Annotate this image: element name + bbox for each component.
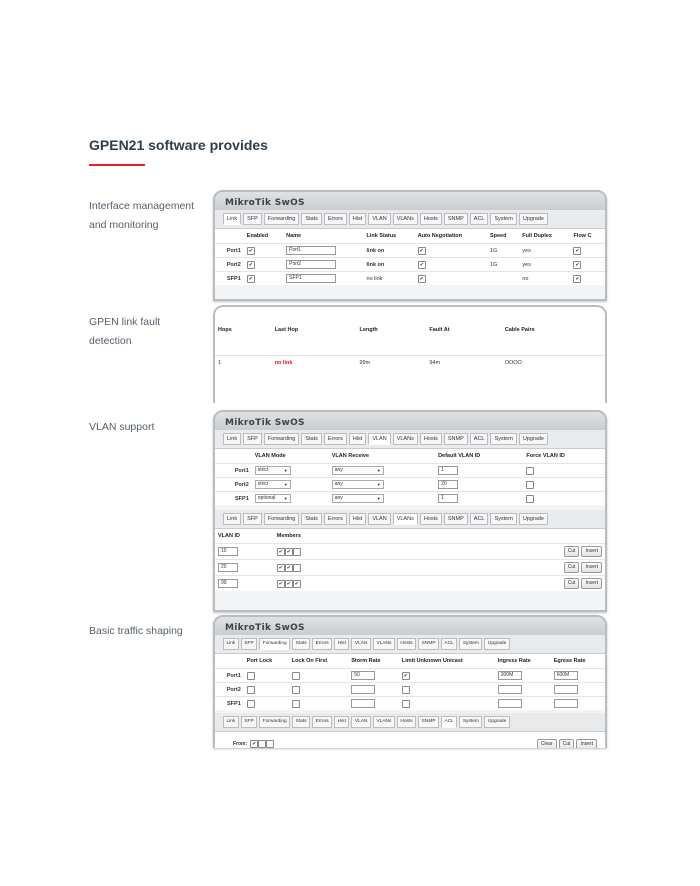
column-header: Flow C (573, 233, 592, 239)
table-row (215, 560, 605, 576)
tab-stats[interactable]: Stats (292, 716, 310, 728)
tab-stats[interactable]: Stats (292, 638, 310, 650)
section-label-fault: GPEN link fault detection (89, 316, 161, 347)
column-header: Name (286, 233, 302, 239)
checkbox[interactable]: ✔ (278, 548, 283, 555)
column-header: Length (359, 327, 378, 333)
vlan-mode-cell (252, 464, 329, 478)
app-header (215, 412, 605, 430)
column-header: Storm Rate (351, 658, 381, 664)
tab-upgrade[interactable]: Upgrade (519, 433, 548, 445)
app-header (215, 617, 605, 635)
name-input[interactable]: Port2 (286, 260, 336, 269)
column-header (215, 654, 244, 669)
limit-unknown-cell (399, 697, 495, 711)
tab-forwarding[interactable]: Forwarding (259, 638, 290, 650)
title-underline (89, 164, 145, 166)
table-row (215, 576, 605, 592)
tab-hosts[interactable]: Hosts (397, 638, 416, 650)
tab-errors[interactable]: Errors (324, 213, 347, 225)
tab-acl[interactable]: ACL (470, 513, 489, 525)
col-members: Members (276, 533, 301, 539)
flow-control-cell (570, 272, 605, 286)
table-row (215, 244, 605, 258)
table-row (215, 544, 605, 560)
port-lock-cell (244, 697, 289, 711)
vlan-receive-select[interactable]: any ▼ (332, 466, 384, 475)
tab-acl[interactable]: ACL (470, 213, 489, 225)
ingress-rate-cell (495, 669, 551, 683)
tab-upgrade[interactable]: Upgrade (484, 638, 509, 650)
ingress-rate-input[interactable] (498, 699, 522, 708)
storm-rate-cell (348, 683, 399, 697)
checkbox[interactable] (292, 672, 300, 680)
chevron-down-icon: ▼ (376, 482, 381, 487)
storm-rate-input[interactable] (351, 685, 375, 694)
table-row (215, 492, 605, 506)
egress-rate-cell (551, 697, 605, 711)
speed (487, 272, 519, 286)
column-header (215, 229, 244, 244)
tab-hist[interactable]: Hist (349, 513, 366, 525)
vlan-mode-select[interactable]: optional ▼ (255, 494, 291, 503)
tab-upgrade[interactable]: Upgrade (519, 513, 548, 525)
tab-stats[interactable]: Stats (301, 513, 322, 525)
checkbox[interactable] (247, 686, 255, 694)
tab-snmp[interactable]: SNMP (444, 213, 468, 225)
chevron-down-icon: ▼ (283, 468, 288, 473)
speed: 1G (487, 258, 519, 272)
vlan-receive-select[interactable]: any ▼ (332, 480, 384, 489)
tab-upgrade[interactable]: Upgrade (484, 716, 509, 728)
cut-button[interactable]: Cut (564, 562, 580, 573)
tab-system[interactable]: System (459, 638, 482, 650)
storm-rate-cell (348, 669, 399, 683)
from-checkbox[interactable] (266, 740, 274, 748)
cut-button[interactable]: Cut (564, 546, 580, 557)
vlan-id-input[interactable]: 20 (218, 563, 238, 572)
vlan-table (215, 449, 605, 505)
table-row (215, 697, 605, 711)
section-label-vlan: VLAN support (89, 421, 155, 433)
column-header: Force VLAN ID (526, 453, 565, 459)
checkbox[interactable]: ✔ (248, 261, 253, 268)
flow-control-cell (570, 244, 605, 258)
tab-vlans[interactable]: VLANs (373, 638, 395, 650)
checkbox[interactable]: ✔ (419, 275, 424, 282)
limit-unknown-cell (399, 683, 495, 697)
tab-link[interactable]: Link (223, 513, 241, 525)
tab-hosts[interactable]: Hosts (420, 513, 442, 525)
storm-rate-input[interactable]: 50 (351, 671, 375, 680)
lock-on-first-cell (289, 669, 348, 683)
port-lock-cell (244, 683, 289, 697)
vlan-id-cell (215, 560, 274, 576)
tab-vlan[interactable]: VLAN (351, 716, 371, 728)
vlan-receive-select[interactable]: any ▼ (332, 494, 384, 503)
tab-vlan[interactable]: VLAN (351, 638, 371, 650)
checkbox[interactable]: ✔ (278, 564, 283, 571)
tab-sfp[interactable]: SFP (243, 433, 262, 445)
force-vlan-cell (523, 464, 605, 478)
col-vlan-id: VLAN ID (218, 533, 240, 539)
ingress-rate-cell (495, 697, 551, 711)
port-name: Port1 (215, 464, 252, 478)
checkbox[interactable] (293, 564, 301, 572)
tab-forwarding[interactable]: Forwarding (259, 716, 290, 728)
tab-sfp[interactable]: SFP (241, 716, 257, 728)
tab-forwarding[interactable]: Forwarding (264, 513, 300, 525)
app-brand: MikroTik SwOS (225, 418, 305, 428)
link-table (215, 229, 605, 285)
from-checkbox[interactable]: ✔ (252, 740, 257, 747)
column-header: Speed (489, 233, 507, 239)
tab-vlan[interactable]: VLAN (368, 213, 390, 225)
vlan-receive-cell (329, 478, 435, 492)
from-port-checkboxes (250, 735, 274, 748)
fault-table (215, 323, 605, 369)
row-actions (508, 560, 605, 576)
tab-hosts[interactable]: Hosts (420, 433, 442, 445)
checkbox[interactable]: ✔ (575, 261, 580, 268)
vlan-mode-cell (252, 478, 329, 492)
tab-vlan[interactable]: VLAN (368, 513, 390, 525)
lock-on-first-cell (289, 697, 348, 711)
autoneg-cell (415, 258, 487, 272)
checkbox[interactable] (526, 467, 534, 475)
port-name: SFP1 (215, 272, 244, 286)
checkbox[interactable]: ✔ (286, 564, 291, 571)
tab-system[interactable]: System (459, 716, 482, 728)
column-header: Hops (218, 327, 232, 333)
column-header: Last Hop (274, 327, 299, 333)
tab-bar (215, 635, 605, 654)
default-vlan-input[interactable]: 20 (438, 480, 458, 489)
vlan-mode-select[interactable]: strict ▼ (255, 466, 291, 475)
table-row (215, 258, 605, 272)
column-header (215, 449, 252, 464)
egress-rate-input[interactable] (554, 685, 578, 694)
tab-system[interactable]: System (490, 513, 516, 525)
name-cell (283, 258, 363, 272)
autoneg-cell (415, 244, 487, 258)
vlan-mode-select[interactable]: strict ▼ (255, 480, 291, 489)
checkbox[interactable] (402, 686, 410, 694)
checkbox[interactable]: ✔ (575, 275, 580, 282)
port-name: Port2 (215, 478, 252, 492)
insert-button[interactable]: Insert (581, 546, 602, 557)
clear-button[interactable]: Clear (537, 739, 557, 749)
default-vlan-cell (435, 464, 523, 478)
name-cell (283, 244, 363, 258)
table-row (215, 464, 605, 478)
vlans-table (215, 529, 605, 591)
tab-vlans[interactable]: VLANs (393, 433, 418, 445)
tab-bar (215, 210, 605, 229)
ingress-rate-input[interactable] (498, 685, 522, 694)
egress-rate-input[interactable] (554, 699, 578, 708)
vlan-mode-cell (252, 492, 329, 506)
tab-stats[interactable]: Stats (301, 433, 322, 445)
checkbox[interactable] (526, 481, 534, 489)
tab-errors[interactable]: Errors (312, 716, 332, 728)
link-status: link on (364, 258, 415, 272)
fault-at: 94m (426, 356, 501, 370)
fault-pairs: OOOO (502, 356, 605, 370)
vlan-id-cell (215, 576, 274, 592)
default-vlan-cell (435, 492, 523, 506)
checkbox[interactable]: ✔ (575, 247, 580, 254)
tab-snmp[interactable]: SNMP (444, 513, 468, 525)
name-input[interactable]: SFP1 (286, 274, 336, 283)
default-vlan-input[interactable]: 1 (438, 494, 458, 503)
acl-screenshot (213, 615, 607, 748)
column-header: Link Status (366, 233, 397, 239)
link-screenshot (213, 190, 607, 301)
tab-errors[interactable]: Errors (312, 638, 332, 650)
tab-snmp[interactable]: SNMP (418, 638, 439, 650)
tab-link[interactable]: Link (223, 638, 239, 650)
port-lock-cell (244, 669, 289, 683)
table-row (215, 669, 605, 683)
vlan-id-input[interactable]: 99 (218, 579, 238, 588)
fault-last-hop: no link (272, 356, 357, 370)
insert-button[interactable]: Insert (576, 739, 597, 749)
port-name: Port2 (215, 258, 244, 272)
tab-errors[interactable]: Errors (324, 513, 347, 525)
chevron-down-icon: ▼ (283, 482, 288, 487)
column-header: Ingress Rate (497, 658, 531, 664)
tab-vlan[interactable]: VLAN (368, 433, 390, 445)
vlan-id-cell (215, 544, 274, 560)
tab-link[interactable]: Link (223, 433, 241, 445)
tab-stats[interactable]: Stats (301, 213, 322, 225)
page-title: GPEN21 software provides (89, 137, 268, 153)
tab-sfp[interactable]: SFP (243, 513, 262, 525)
column-header: Fault At (429, 327, 450, 333)
storm-rate-cell (348, 697, 399, 711)
port-name: Port1 (215, 669, 244, 683)
enabled-cell (244, 272, 283, 286)
port-name: Port1 (215, 244, 244, 258)
tab-vlans[interactable]: VLANs (373, 716, 395, 728)
vlan-screenshot (213, 410, 607, 612)
checkbox[interactable]: ✔ (248, 275, 253, 282)
chevron-down-icon: ▼ (283, 496, 288, 501)
lock-on-first-cell (289, 683, 348, 697)
column-header: VLAN Mode (254, 453, 286, 459)
checkbox[interactable] (247, 700, 255, 708)
column-header: Port Lock (246, 658, 273, 664)
checkbox[interactable] (247, 672, 255, 680)
tab-hist[interactable]: Hist (334, 638, 349, 650)
table-row (215, 478, 605, 492)
checkbox[interactable]: ✔ (278, 580, 283, 587)
tab-link[interactable]: Link (223, 213, 241, 225)
acl-table (215, 654, 605, 710)
tab-bar-vlans (215, 510, 605, 529)
chevron-down-icon: ▼ (376, 496, 381, 501)
tab-acl[interactable]: ACL (441, 716, 457, 728)
flow-control-cell (570, 258, 605, 272)
tab-hist[interactable]: Hist (349, 433, 366, 445)
enabled-cell (244, 244, 283, 258)
fault-screenshot (213, 305, 607, 403)
default-vlan-input[interactable]: 1 (438, 466, 458, 475)
force-vlan-cell (523, 478, 605, 492)
tab-bar-acl (215, 713, 605, 732)
full-duplex: yes (519, 258, 570, 272)
tab-vlans[interactable]: VLANs (393, 213, 418, 225)
from-checkbox[interactable] (258, 740, 266, 748)
port-name: Port2 (215, 683, 244, 697)
tab-sfp[interactable]: SFP (241, 638, 257, 650)
port-name: SFP1 (215, 492, 252, 506)
tab-hist[interactable]: Hist (334, 716, 349, 728)
tab-snmp[interactable]: SNMP (418, 716, 439, 728)
storm-rate-input[interactable] (351, 699, 375, 708)
name-input[interactable]: Port1 (286, 246, 336, 255)
tab-system[interactable]: System (490, 213, 516, 225)
tab-acl[interactable]: ACL (470, 433, 489, 445)
column-header: VLAN Receive (331, 453, 370, 459)
tab-acl[interactable]: ACL (441, 638, 457, 650)
checkbox[interactable]: ✔ (286, 580, 291, 587)
row-actions (508, 576, 605, 592)
tab-sfp[interactable]: SFP (243, 213, 262, 225)
column-header: Egress Rate (553, 658, 586, 664)
ingress-rate-cell (495, 683, 551, 697)
tab-forwarding[interactable]: Forwarding (264, 433, 300, 445)
egress-rate-cell (551, 683, 605, 697)
link-status: link on (364, 244, 415, 258)
checkbox[interactable]: ✔ (248, 247, 253, 254)
tab-snmp[interactable]: SNMP (444, 433, 468, 445)
checkbox[interactable] (526, 495, 534, 503)
vlan-receive-cell (329, 464, 435, 478)
fault-hops: 1 (215, 356, 272, 370)
members-cell (274, 544, 508, 560)
tab-upgrade[interactable]: Upgrade (519, 213, 548, 225)
checkbox[interactable]: ✔ (286, 548, 291, 555)
column-header: Auto Negotiation (417, 233, 463, 239)
members-cell (274, 560, 508, 576)
tab-bar (215, 430, 605, 449)
table-row (215, 683, 605, 697)
tab-hosts[interactable]: Hosts (397, 716, 416, 728)
ingress-rate-input[interactable]: 300M (498, 671, 522, 680)
fault-length: 99m (356, 356, 426, 370)
fault-row (215, 356, 605, 370)
tab-link[interactable]: Link (223, 716, 239, 728)
insert-button[interactable]: Insert (581, 578, 602, 589)
limit-unknown-cell (399, 669, 495, 683)
egress-rate-input[interactable]: 600M (554, 671, 578, 680)
tab-vlans[interactable]: VLANs (393, 513, 418, 525)
vlan-receive-cell (329, 492, 435, 506)
checkbox[interactable] (292, 700, 300, 708)
checkbox[interactable]: ✔ (403, 672, 408, 679)
autoneg-cell (415, 272, 487, 286)
column-header: Enabled (246, 233, 269, 239)
from-label: From: (233, 741, 248, 747)
tab-hist[interactable]: Hist (349, 213, 366, 225)
checkbox[interactable]: ✔ (419, 247, 424, 254)
checkbox[interactable] (402, 700, 410, 708)
column-header: Limit Unknown Unicast (401, 658, 463, 664)
row-actions (508, 544, 605, 560)
tab-forwarding[interactable]: Forwarding (264, 213, 300, 225)
acl-rule-row (215, 732, 605, 748)
section-label-shaping: Basic traffic shaping (89, 625, 183, 637)
egress-rate-cell (551, 669, 605, 683)
app-brand: MikroTik SwOS (225, 623, 305, 633)
tab-hosts[interactable]: Hosts (420, 213, 442, 225)
full-duplex: yes (519, 244, 570, 258)
column-header: Full Duplex (522, 233, 552, 239)
insert-button[interactable]: Insert (581, 562, 602, 573)
speed: 1G (487, 244, 519, 258)
app-brand: MikroTik SwOS (225, 198, 305, 208)
table-row (215, 272, 605, 286)
column-header: Cable Pairs (504, 327, 535, 333)
link-status: no link (364, 272, 415, 286)
vlan-id-input[interactable]: 10 (218, 547, 238, 556)
column-header: Lock On First (291, 658, 328, 664)
chevron-down-icon: ▼ (376, 468, 381, 473)
checkbox[interactable]: ✔ (294, 580, 299, 587)
default-vlan-cell (435, 478, 523, 492)
checkbox[interactable]: ✔ (419, 261, 424, 268)
enabled-cell (244, 258, 283, 272)
section-label-interface: Interface management and monitoring (89, 200, 195, 231)
checkbox[interactable] (293, 548, 301, 556)
checkbox[interactable] (292, 686, 300, 694)
tab-errors[interactable]: Errors (324, 433, 347, 445)
full-duplex: no (519, 272, 570, 286)
force-vlan-cell (523, 492, 605, 506)
members-cell (274, 576, 508, 592)
name-cell (283, 272, 363, 286)
cut-button[interactable]: Cut (564, 578, 580, 589)
column-header: Default VLAN ID (438, 453, 481, 459)
tab-system[interactable]: System (490, 433, 516, 445)
cut-button[interactable]: Cut (559, 739, 575, 749)
app-header (215, 192, 605, 210)
port-name: SFP1 (215, 697, 244, 711)
